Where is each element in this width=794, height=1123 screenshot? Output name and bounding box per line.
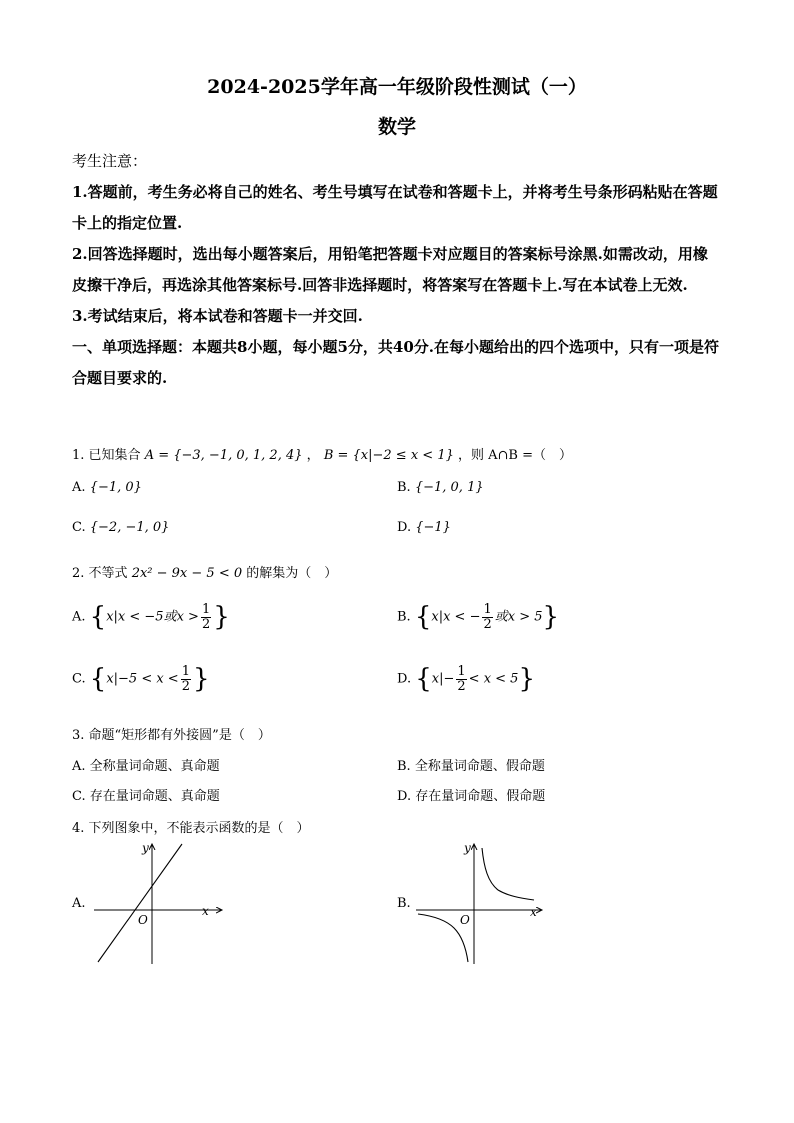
exam-subject: 数学 [377,116,416,138]
option-label: C. [72,789,86,804]
option-label: D. [397,671,412,687]
option-label: B. [397,480,411,495]
q4-option-b-label[interactable]: B. [397,896,411,911]
option-label: D. [397,789,412,804]
x-axis-label: x [202,904,209,918]
q1-option-d[interactable] [397,520,451,535]
option-text: 存在量词命题、假命题 [415,789,546,804]
q2-option-b[interactable] [397,602,559,632]
section-heading: 一、单项选择题：本题共8小题，每小题5分，共40分.在每小题给出的四个选项中，只有一项是符合题目要求的. [72,338,719,387]
q3-option-c[interactable] [72,785,220,804]
option-text: x|−5 < x < [106,671,179,687]
option-text: {−1} [415,520,451,535]
option-text: 全称量词命题、真命题 [89,759,220,774]
q4-graph-a [90,838,230,968]
option-label: C. [72,520,86,535]
fraction [201,603,211,632]
origin-label: O [138,913,148,927]
y-axis-label: y [142,841,149,855]
option-text: 存在量词命题、真命题 [89,789,220,804]
q1-option-b[interactable] [397,480,484,495]
q3-option-b[interactable] [397,755,545,774]
option-text-post: 或x > 5 [494,609,543,625]
q1-set-a: A = {−3, −1, 0, 1, 2, 4} [144,448,303,463]
numerator: 1 [483,601,492,617]
denominator: 2 [457,678,466,694]
option-label: D. [397,520,412,535]
option-label: B. [397,609,411,625]
q2-stem-prefix: 2. 不等式 [72,566,128,581]
fraction [482,603,492,632]
brace-open: { [414,602,432,632]
question-2 [72,562,337,581]
fraction [456,665,466,694]
q3-option-d[interactable] [397,785,545,804]
q2-option-c[interactable] [72,664,210,694]
q1-stem-prefix: 1. 已知集合 [72,448,141,463]
numerator: 1 [181,663,190,679]
brace-close: } [213,602,230,632]
option-text: {−1, 0} [89,480,142,495]
brace-open: { [89,664,107,694]
q2-stem-suffix: 的解集为（ ） [246,566,338,581]
q1-set-b: B = {x|−2 ≤ x < 1} [323,448,454,463]
x-axis-label: x [530,905,537,919]
option-label: C. [72,671,86,687]
option-text-post: < x < 5 [468,671,519,687]
brace-open: { [415,664,432,694]
q1-option-c[interactable] [72,520,169,535]
exam-title: 2024-2025学年高一年级阶段性测试（一） [207,76,587,98]
origin-label: O [460,913,470,927]
denominator: 2 [483,616,492,632]
option-label: A. [72,480,86,495]
graph-line [98,844,182,962]
q1-option-a[interactable] [72,480,142,495]
q2-option-a[interactable] [72,602,230,632]
note-item: 1.答题前，考生务必将自己的姓名、考生号填写在试卷和答题卡上，并将考生号条形码粘贴在答题卡上的指定位置. [72,183,718,232]
brace-open: { [89,602,107,632]
note-item: 3.考试结束后，将本试卷和答题卡一并交回. [72,307,363,325]
option-text: {−1, 0, 1} [414,480,484,495]
q1-comma: ， [306,448,320,463]
y-axis-label: y [464,841,471,855]
denominator: 2 [181,678,190,694]
option-label: A. [72,759,86,774]
question-4: 4. 下列图象中，不能表示函数的是（ ） [72,821,310,836]
option-text: {−2, −1, 0} [89,520,170,535]
numerator: 1 [457,663,466,679]
note-item: 2.回答选择题时，选出每小题答案后，用铅笔把答题卡对应题目的答案标号涂黑.如需改动，用橡皮擦干净后，再选涂其他答案标号.回答非选择题时，将答案写在答题卡上.写在本试卷上无效. [72,245,708,294]
q2-option-d[interactable] [397,664,535,694]
hyperbola-branch-right [482,848,534,900]
numerator: 1 [201,601,211,617]
question-3: 3. 命题“矩形都有外接圆”是（ ） [72,728,271,743]
brace-close: } [192,664,210,694]
brace-close: } [542,602,560,632]
q2-expr: 2x² − 9x − 5 < 0 [131,566,243,581]
notes-heading: 考生注意： [72,152,148,170]
q4-graph-b [412,838,552,968]
option-label: A. [72,609,86,625]
option-text: x|x < − [431,609,481,625]
option-label: B. [397,759,411,774]
fraction [181,665,191,694]
q3-option-a[interactable] [72,755,220,774]
denominator: 2 [201,616,211,632]
option-text: x|− [431,671,455,687]
question-1 [72,444,572,463]
notes-block [72,146,722,394]
brace-close: } [518,664,536,694]
option-text: x|x < −5或x > [106,609,199,625]
q1-stem-suffix: ，则 A∩B =（ ） [458,448,572,463]
option-text: 全称量词命题、假命题 [414,759,545,774]
q4-option-a-label[interactable]: A. [72,896,86,911]
